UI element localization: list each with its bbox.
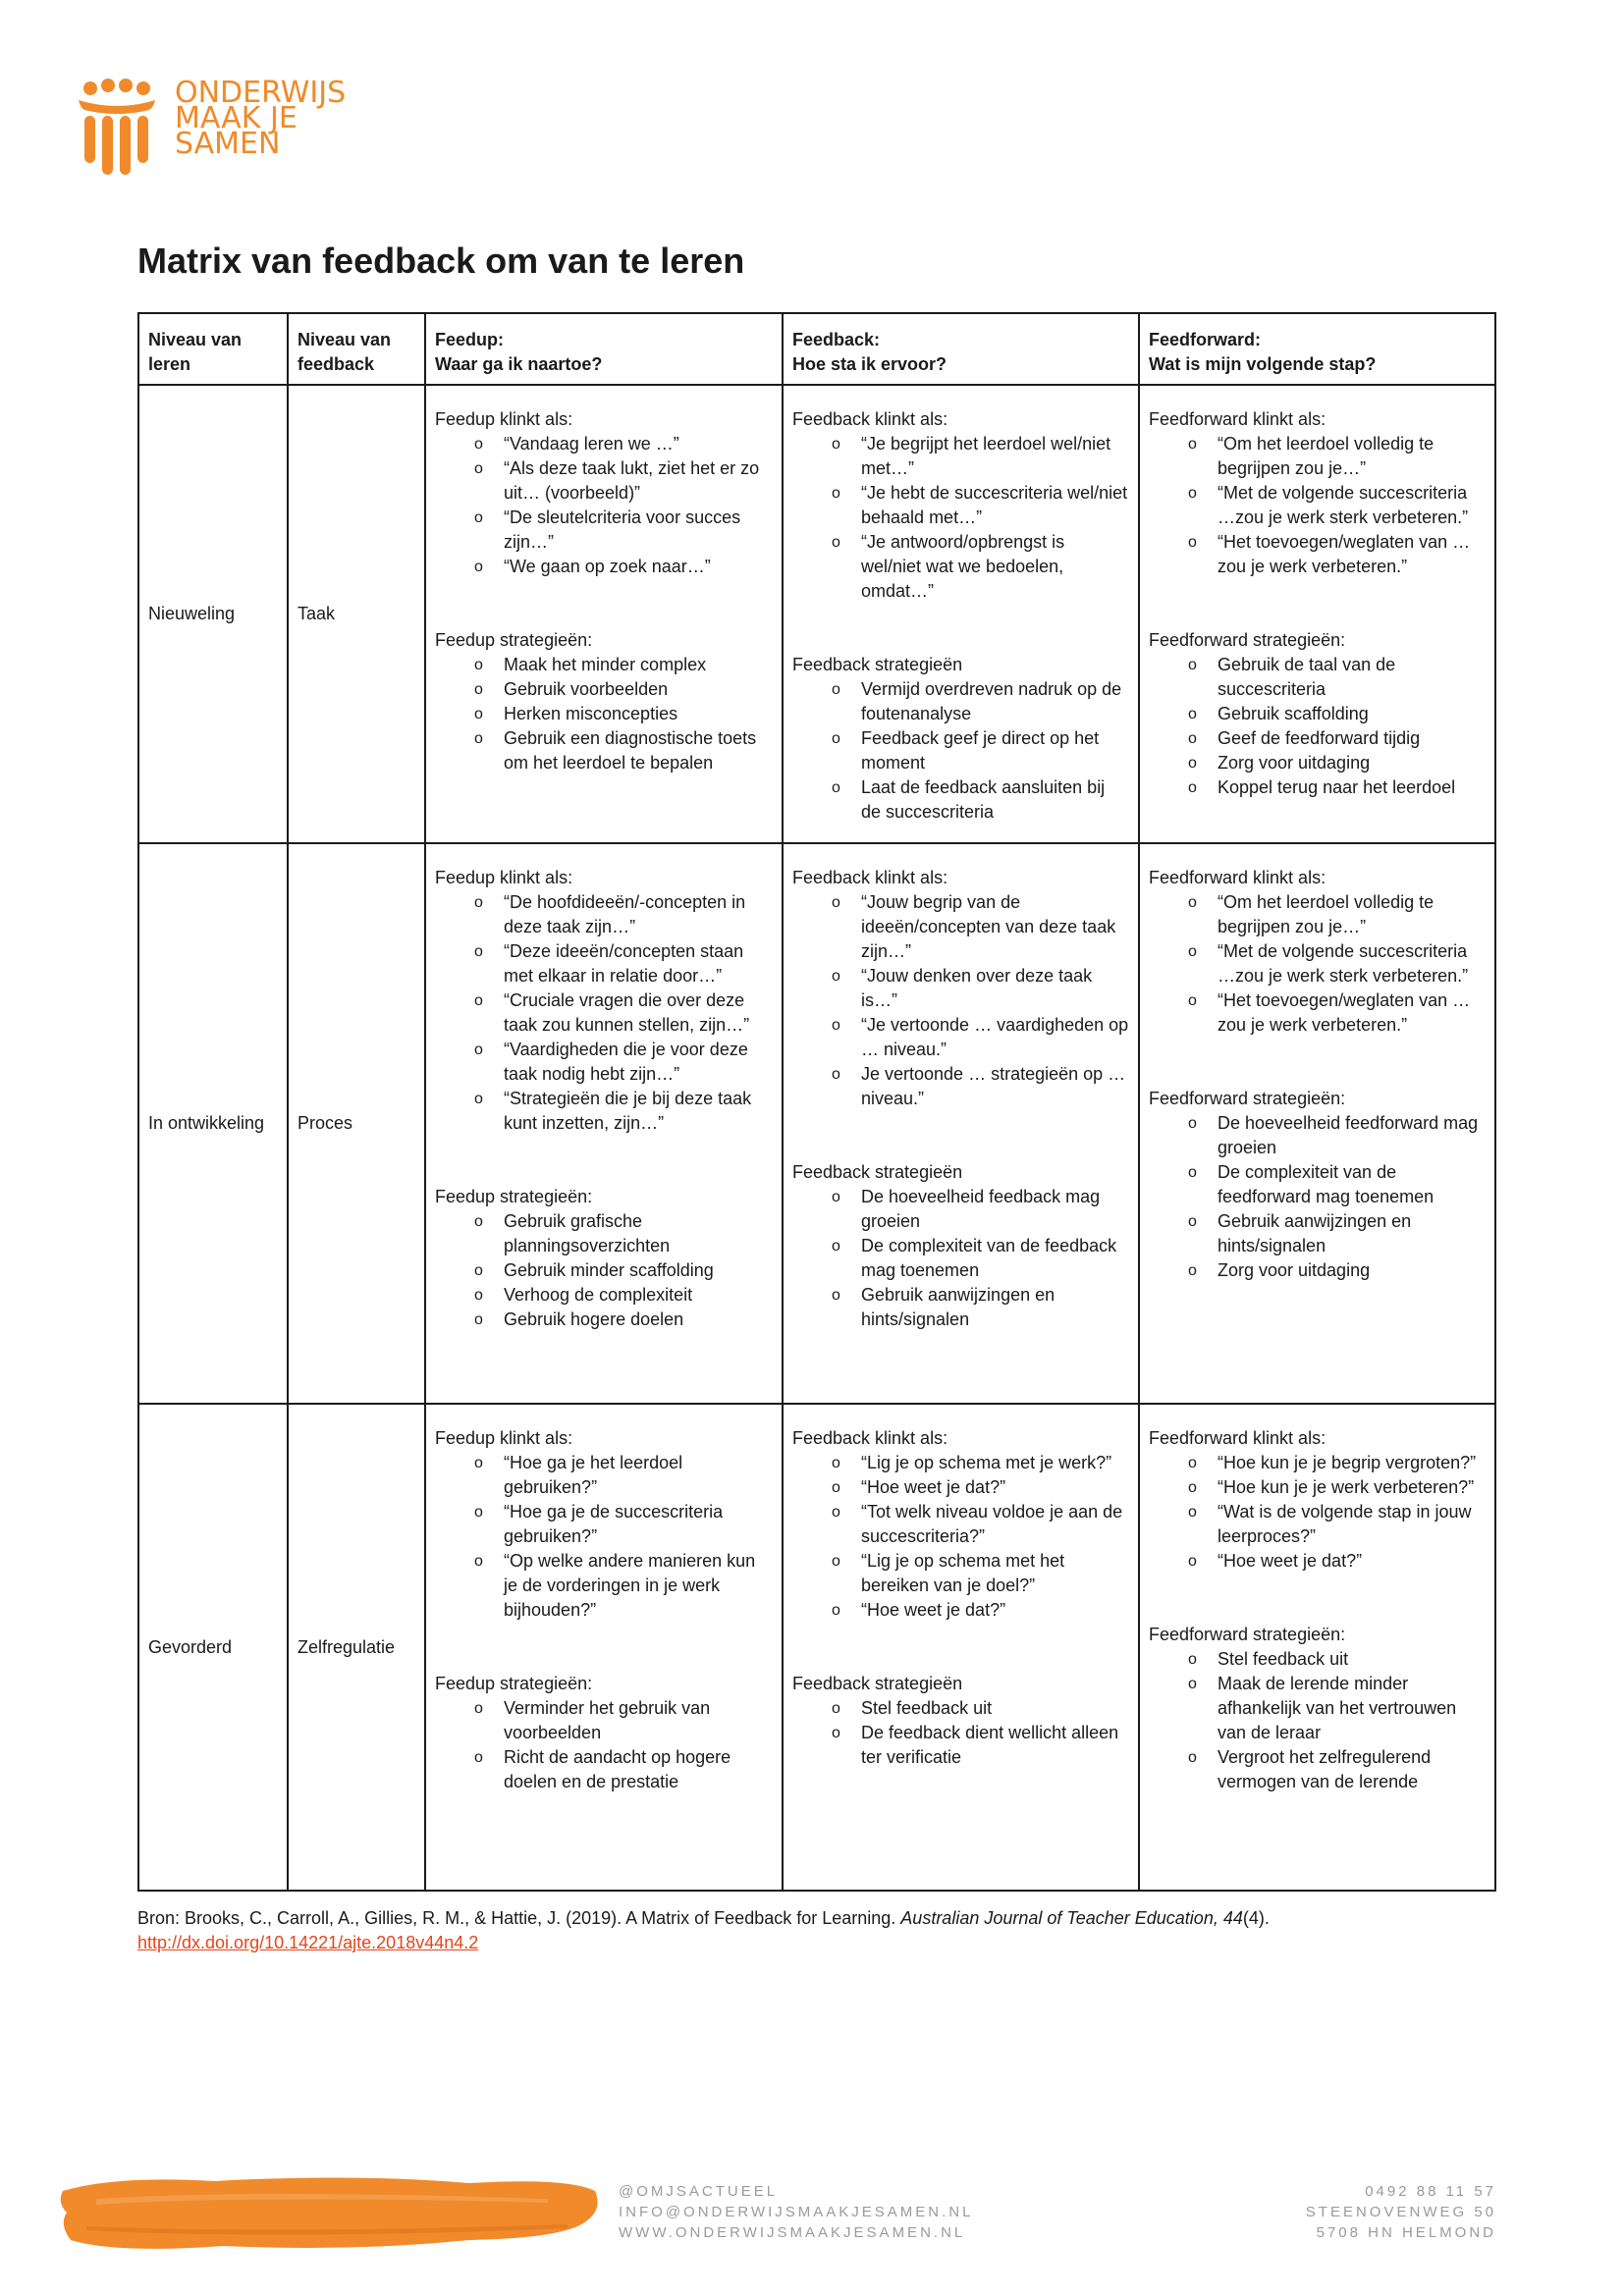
list-item: o “De hoofdideeën/-concepten in deze taak zijn…” — [474, 890, 773, 939]
feedforward-strategies-list — [1149, 1111, 1486, 1283]
list-item: o “Je hebt de succescriteria wel/niet behaald met…” — [832, 481, 1129, 530]
list-item: o Gebruik aanwijzingen en hints/signalen — [832, 1283, 1129, 1332]
list-item: o De complexiteit van de feedback mag toenemen — [832, 1234, 1129, 1283]
list-item: o Gebruik grafische planningsoverzichten — [474, 1209, 773, 1258]
feedback-examples-list — [792, 1451, 1129, 1623]
feedforward-sounds-like-heading: Feedforward klinkt als: — [1149, 868, 1326, 887]
feedback-examples-list — [792, 432, 1129, 604]
list-item: o “Vaardigheden die je voor deze taak nodig hebt zijn…” — [474, 1038, 773, 1087]
list-item: o “De sleutelcriteria voor succes zijn…” — [474, 506, 773, 555]
feedback-level-cell: Proces — [288, 843, 425, 1404]
feedback-strategies-heading: Feedback strategieën — [792, 1674, 963, 1693]
brush-stroke-decoration — [57, 2169, 607, 2256]
logo-wordmark — [175, 76, 347, 161]
list-item: o “Met de volgende succescriteria …zou je werk sterk verbeteren.” — [1188, 939, 1486, 988]
feedforward-examples-list — [1149, 432, 1486, 579]
feedup-examples-list — [435, 890, 773, 1136]
feedforward-cell — [1139, 385, 1495, 843]
feedforward-cell — [1139, 843, 1495, 1404]
list-item: o Zorg voor uitdaging — [1188, 751, 1486, 775]
source-suffix: (4). — [1242, 1908, 1270, 1928]
feedforward-strategies-heading: Feedforward strategieën: — [1149, 630, 1346, 650]
feedback-examples-list — [792, 890, 1129, 1111]
list-item: o “Cruciale vragen die over deze taak zou kunnen stellen, zijn…” — [474, 988, 773, 1038]
list-item: o “Je antwoord/opbrengst is wel/niet wat we bedoelen, omdat…” — [832, 530, 1129, 604]
feedup-strategies-list — [435, 653, 773, 775]
list-item: o Maak het minder complex — [474, 653, 773, 677]
feedback-cell — [783, 1404, 1139, 1891]
header-learning-level: Niveau van leren — [138, 313, 288, 385]
feedback-strategies-list — [792, 1185, 1129, 1332]
list-item: o “Hoe ga je het leerdoel gebruiken?” — [474, 1451, 773, 1500]
list-item: o “Hoe weet je dat?” — [1188, 1549, 1486, 1574]
logo-figures-icon — [79, 79, 155, 175]
table-row — [138, 385, 1495, 843]
header-feedforward: Feedforward: Wat is mijn volgende stap? — [1139, 313, 1495, 385]
feedup-strategies-heading: Feedup strategieën: — [435, 630, 593, 650]
learning-level-cell: Gevorderd — [138, 1404, 288, 1891]
feedback-strategies-list — [792, 1696, 1129, 1770]
footer-city: 5708 HN HELMOND — [1316, 2224, 1496, 2241]
feedback-level-cell: Zelfregulatie — [288, 1404, 425, 1891]
list-item: o “Hoe weet je dat?” — [832, 1475, 1129, 1500]
list-item: o Stel feedback uit — [832, 1696, 1129, 1721]
list-item: o “Om het leerdoel volledig te begrijpen zou je…” — [1188, 890, 1486, 939]
feedforward-sounds-like-heading: Feedforward klinkt als: — [1149, 409, 1326, 429]
footer-social[interactable]: @OMJSACTUEEL — [619, 2183, 779, 2200]
feedback-level-cell: Taak — [288, 385, 425, 843]
feedforward-strategies-heading: Feedforward strategieën: — [1149, 1625, 1346, 1644]
list-item: o “Hoe ga je de succescriteria gebruiken?” — [474, 1500, 773, 1549]
header-feedback: Feedback: Hoe sta ik ervoor? — [783, 313, 1139, 385]
table-row — [138, 843, 1495, 1404]
feedforward-sounds-like-heading: Feedforward klinkt als: — [1149, 1428, 1326, 1448]
feedup-strategies-heading: Feedup strategieën: — [435, 1674, 593, 1693]
list-item: o Laat de feedback aansluiten bij de succescriteria — [832, 775, 1129, 825]
feedup-strategies-heading: Feedup strategieën: — [435, 1187, 593, 1206]
list-item: o “Als deze taak lukt, ziet het er zo uit… (voorbeeld)” — [474, 456, 773, 506]
list-item: o Koppel terug naar het leerdoel — [1188, 775, 1486, 800]
list-item: o “Wat is de volgende stap in jouw leerproces?” — [1188, 1500, 1486, 1549]
feedup-examples-list — [435, 1451, 773, 1623]
source-doi-link[interactable]: http://dx.doi.org/10.14221/ajte.2018v44n4.2 — [137, 1933, 479, 1952]
list-item: o “We gaan op zoek naar…” — [474, 555, 773, 579]
logo-line-2: MAAK JE — [175, 101, 298, 135]
list-item: o Vermijd overdreven nadruk op de foutenanalyse — [832, 677, 1129, 726]
list-item: o “Hoe kun je je begrip vergroten?” — [1188, 1451, 1486, 1475]
feedforward-strategies-heading: Feedforward strategieën: — [1149, 1089, 1346, 1108]
list-item: o “Jouw begrip van de ideeën/concepten van deze taak zijn…” — [832, 890, 1129, 964]
footer-website[interactable]: WWW.ONDERWIJSMAAKJESAMEN.NL — [619, 2224, 966, 2241]
list-item: o Verminder het gebruik van voorbeelden — [474, 1696, 773, 1745]
feedback-strategies-heading: Feedback strategieën — [792, 655, 963, 674]
list-item: o Gebruik voorbeelden — [474, 677, 773, 702]
list-item: o Gebruik een diagnostische toets om het leerdoel te bepalen — [474, 726, 773, 775]
list-item: o “Met de volgende succescriteria …zou je werk sterk verbeteren.” — [1188, 481, 1486, 530]
feedforward-cell — [1139, 1404, 1495, 1891]
source-text: Bron: Brooks, C., Carroll, A., Gillies, R. M., & Hattie, J. (2019). A Matrix of Feedback for Learning. — [137, 1908, 901, 1928]
list-item: o Je vertoonde … strategieën op … niveau.” — [832, 1062, 1129, 1111]
footer-address — [1306, 2181, 1496, 2243]
feedback-strategies-list — [792, 677, 1129, 825]
list-item: o “Lig je op schema met het bereiken van je doel?” — [832, 1549, 1129, 1598]
list-item: o Geef de feedforward tijdig — [1188, 726, 1486, 751]
list-item: o Richt de aandacht op hogere doelen en de prestatie — [474, 1745, 773, 1794]
learning-level-cell: In ontwikkeling — [138, 843, 288, 1404]
list-item: o Gebruik de taal van de succescriteria — [1188, 653, 1486, 702]
list-item: o Maak de lerende minder afhankelijk van het vertrouwen van de leraar — [1188, 1672, 1486, 1745]
list-item: o “Strategieën die je bij deze taak kunt inzetten, zijn…” — [474, 1087, 773, 1136]
list-item: o “Tot welk niveau voldoe je aan de succescriteria?” — [832, 1500, 1129, 1549]
list-item: o Zorg voor uitdaging — [1188, 1258, 1486, 1283]
list-item: o Gebruik aanwijzingen en hints/signalen — [1188, 1209, 1486, 1258]
footer-contact — [619, 2181, 974, 2243]
table-row — [138, 1404, 1495, 1891]
feedup-sounds-like-heading: Feedup klinkt als: — [435, 868, 573, 887]
feedback-sounds-like-heading: Feedback klinkt als: — [792, 409, 948, 429]
feedback-cell — [783, 843, 1139, 1404]
list-item: o “Hoe kun je je werk verbeteren?” — [1188, 1475, 1486, 1500]
list-item: o De hoeveelheid feedback mag groeien — [832, 1185, 1129, 1234]
header-feedback-level: Niveau van feedback — [288, 313, 425, 385]
list-item: o De complexiteit van de feedforward mag toenemen — [1188, 1160, 1486, 1209]
list-item: o Vergroot het zelfregulerend vermogen van de lerende — [1188, 1745, 1486, 1794]
list-item: o Gebruik minder scaffolding — [474, 1258, 773, 1283]
list-item: o “Hoe weet je dat?” — [832, 1598, 1129, 1623]
list-item: o Herken misconcepties — [474, 702, 773, 726]
list-item: o “Jouw denken over deze taak is…” — [832, 964, 1129, 1013]
list-item: o “Je vertoonde … vaardigheden op … niveau.” — [832, 1013, 1129, 1062]
feedup-sounds-like-heading: Feedup klinkt als: — [435, 1428, 573, 1448]
footer-email[interactable]: INFO@ONDERWIJSMAAKJESAMEN.NL — [619, 2204, 974, 2220]
list-item: o “Vandaag leren we …” — [474, 432, 773, 456]
list-item: o Feedback geef je direct op het moment — [832, 726, 1129, 775]
footer-street: STEENOVENWEG 50 — [1305, 2204, 1496, 2220]
source-citation — [137, 1906, 1492, 1955]
table-header-row — [138, 313, 1495, 385]
feedforward-examples-list — [1149, 890, 1486, 1038]
list-item: o Stel feedback uit — [1188, 1647, 1486, 1672]
list-item: o De hoeveelheid feedforward mag groeien — [1188, 1111, 1486, 1160]
list-item: o “Het toevoegen/weglaten van … zou je werk verbeteren.” — [1188, 988, 1486, 1038]
logo-line-1: ONDERWIJS — [175, 76, 347, 110]
feedback-matrix-table — [137, 312, 1496, 1892]
feedback-cell — [783, 385, 1139, 843]
feedup-strategies-list — [435, 1696, 773, 1794]
feedup-cell — [425, 385, 783, 843]
list-item: o Verhoog de complexiteit — [474, 1283, 773, 1308]
list-item: o “Deze ideeën/concepten staan met elkaar in relatie door…” — [474, 939, 773, 988]
list-item: o “Lig je op schema met je werk?” — [832, 1451, 1129, 1475]
list-item: o De feedback dient wellicht alleen ter verificatie — [832, 1721, 1129, 1770]
list-item: o “Om het leerdoel volledig te begrijpen zou je…” — [1188, 432, 1486, 481]
list-item: o “Het toevoegen/weglaten van … zou je werk verbeteren.” — [1188, 530, 1486, 579]
feedback-strategies-heading: Feedback strategieën — [792, 1162, 963, 1182]
feedback-sounds-like-heading: Feedback klinkt als: — [792, 868, 948, 887]
footer-phone: 0492 88 11 57 — [1365, 2183, 1496, 2200]
list-item: o Gebruik scaffolding — [1188, 702, 1486, 726]
feedup-examples-list — [435, 432, 773, 579]
page-title: Matrix van feedback om van te leren — [137, 240, 745, 281]
source-journal: Australian Journal of Teacher Education, 44 — [900, 1908, 1243, 1928]
feedback-sounds-like-heading: Feedback klinkt als: — [792, 1428, 948, 1448]
feedforward-strategies-list — [1149, 653, 1486, 800]
list-item: o “Je begrijpt het leerdoel wel/niet met…” — [832, 432, 1129, 481]
list-item: o Gebruik hogere doelen — [474, 1308, 773, 1332]
learning-level-cell: Nieuweling — [138, 385, 288, 843]
feedup-sounds-like-heading: Feedup klinkt als: — [435, 409, 573, 429]
header-feedup: Feedup: Waar ga ik naartoe? — [425, 313, 783, 385]
feedforward-examples-list — [1149, 1451, 1486, 1574]
feedforward-strategies-list — [1149, 1647, 1486, 1794]
feedup-strategies-list — [435, 1209, 773, 1332]
logo-line-3: SAMEN — [175, 127, 281, 161]
feedup-cell — [425, 843, 783, 1404]
feedup-cell — [425, 1404, 783, 1891]
list-item: o “Op welke andere manieren kun je de vorderingen in je werk bijhouden?” — [474, 1549, 773, 1623]
